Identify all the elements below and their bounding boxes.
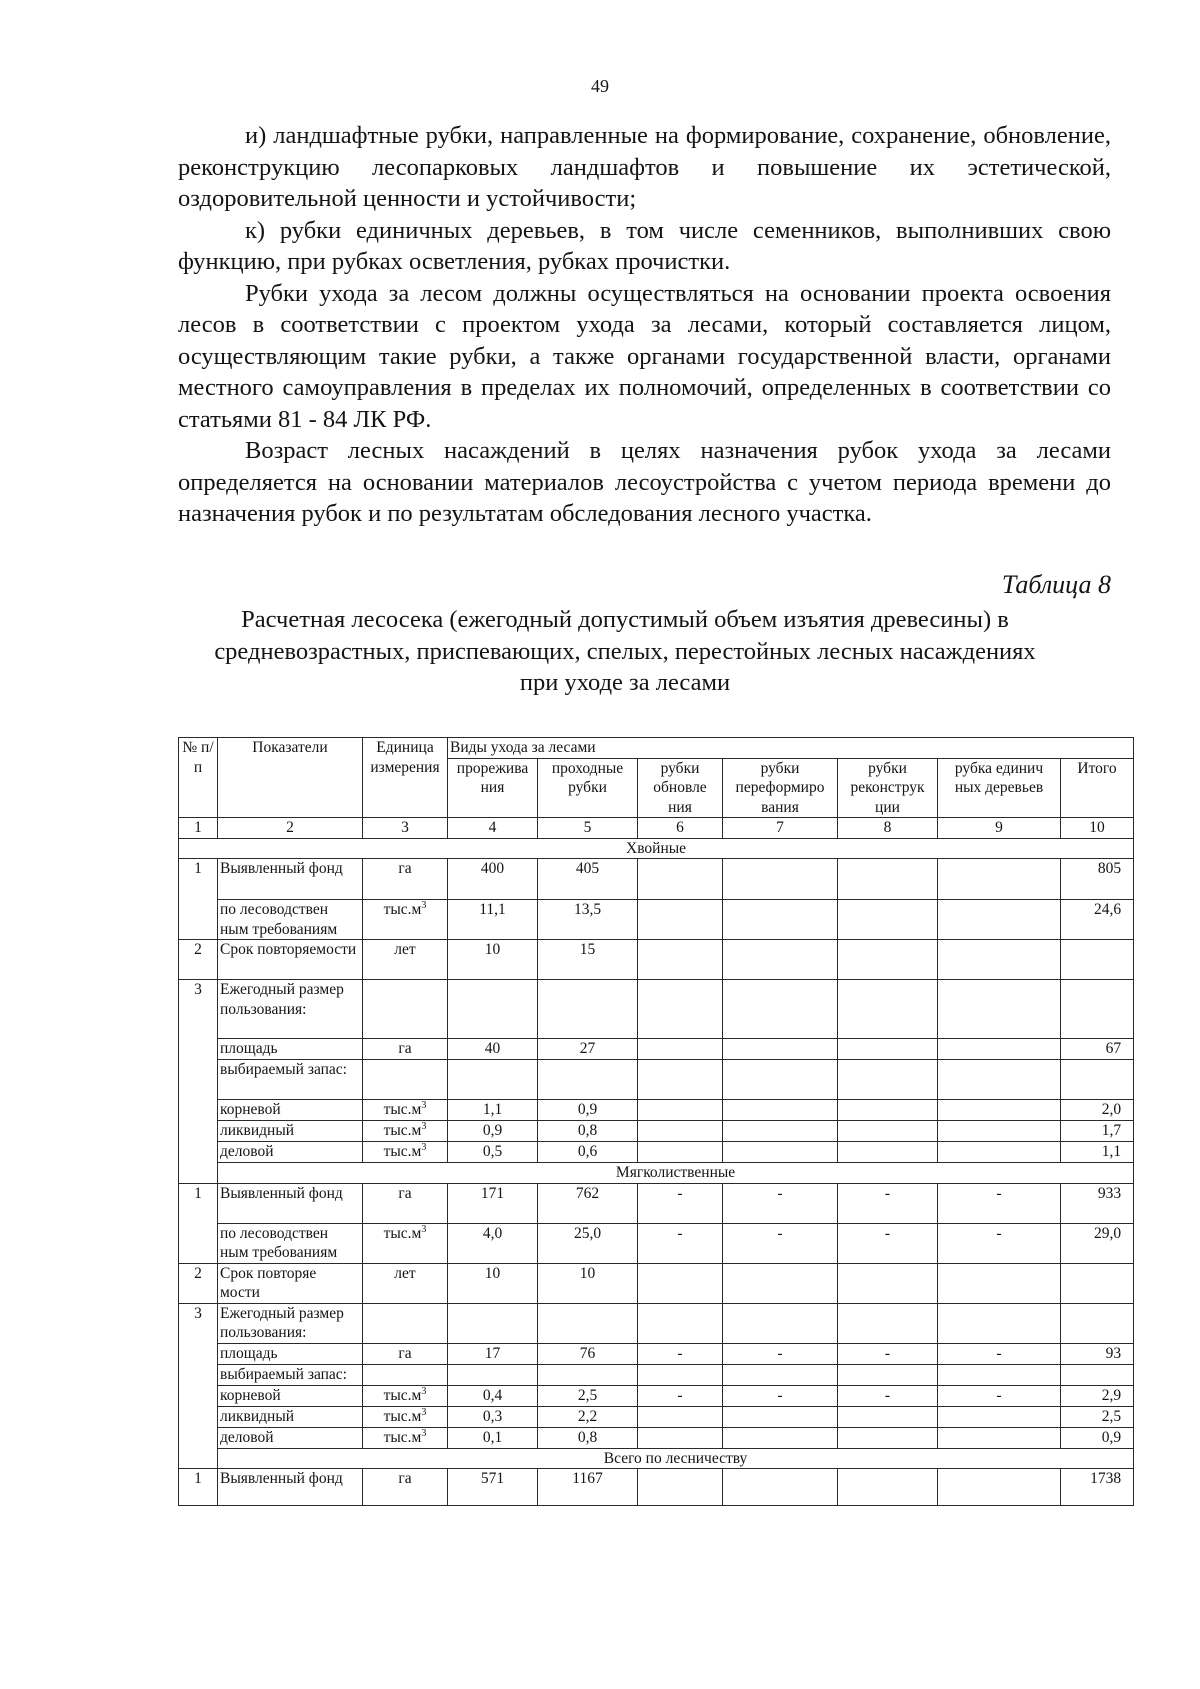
unit-text: тыс.м bbox=[383, 1224, 422, 1242]
row-number: 1 bbox=[179, 1469, 218, 1506]
total-cell: 805 bbox=[1061, 859, 1134, 900]
row-label: выбираемый запас: bbox=[218, 1364, 363, 1385]
row-number: 1 bbox=[179, 1183, 218, 1263]
unit-exponent: 3 bbox=[421, 899, 427, 911]
section-title: Хвойные bbox=[179, 838, 1134, 859]
value-cell: 76 bbox=[538, 1343, 638, 1364]
value-cell bbox=[538, 980, 638, 1039]
value-cell: 405 bbox=[538, 859, 638, 900]
unit-cell bbox=[363, 1406, 448, 1427]
value-cell bbox=[938, 980, 1061, 1039]
table-title: Расчетная лесосека (ежегодный допустимый объем изъятия древесины) в средневозрастных, приспевающих, спелых, перестойных лесных насаждениях при уходе за лесами bbox=[214, 606, 1036, 696]
total-cell bbox=[1061, 1303, 1134, 1343]
value-cell bbox=[638, 980, 723, 1039]
value-cell: 0,5 bbox=[448, 1142, 538, 1163]
total-cell: 29,0 bbox=[1061, 1223, 1134, 1263]
value-cell: - bbox=[638, 1385, 723, 1406]
unit-cell bbox=[363, 1121, 448, 1142]
value-cell bbox=[723, 1039, 838, 1060]
table-row bbox=[179, 1469, 1134, 1506]
column-numbers-row bbox=[179, 818, 1134, 839]
value-cell: 2,2 bbox=[538, 1406, 638, 1427]
table-row bbox=[179, 980, 1134, 1039]
value-cell bbox=[938, 1427, 1061, 1448]
value-cell: 571 bbox=[448, 1469, 538, 1506]
table-row bbox=[179, 859, 1134, 900]
table-row bbox=[179, 940, 1134, 980]
total-cell: 1738 bbox=[1061, 1469, 1134, 1506]
unit-cell: га bbox=[363, 1469, 448, 1506]
unit-cell: лет bbox=[363, 1263, 448, 1303]
value-cell bbox=[838, 1406, 938, 1427]
total-cell: 1,7 bbox=[1061, 1121, 1134, 1142]
header-col-total: Итого bbox=[1061, 758, 1134, 818]
value-cell bbox=[638, 859, 723, 900]
unit-cell bbox=[363, 1385, 448, 1406]
value-cell bbox=[448, 1060, 538, 1100]
total-cell: 933 bbox=[1061, 1183, 1134, 1223]
section-row-conifer bbox=[179, 838, 1134, 859]
value-cell bbox=[838, 1427, 938, 1448]
total-cell bbox=[1061, 1364, 1134, 1385]
value-cell bbox=[838, 1303, 938, 1343]
row-label: ликвидный bbox=[218, 1121, 363, 1142]
value-cell: 17 bbox=[448, 1343, 538, 1364]
unit-cell bbox=[363, 1427, 448, 1448]
value-cell bbox=[638, 1039, 723, 1060]
table-row bbox=[179, 900, 1134, 940]
value-cell bbox=[638, 1100, 723, 1121]
unit-cell: лет bbox=[363, 940, 448, 980]
section-title: Мягколиственные bbox=[218, 1163, 1134, 1184]
table-body bbox=[179, 738, 1134, 1506]
value-cell bbox=[638, 1469, 723, 1506]
column-number: 5 bbox=[538, 818, 638, 839]
value-cell bbox=[538, 1060, 638, 1100]
value-cell bbox=[838, 980, 938, 1039]
value-cell: 4,0 bbox=[448, 1223, 538, 1263]
value-cell bbox=[938, 1100, 1061, 1121]
value-cell bbox=[448, 980, 538, 1039]
row-label: по лесоводствен ным требованиям bbox=[218, 1223, 363, 1263]
value-cell bbox=[838, 1142, 938, 1163]
value-cell: 0,1 bbox=[448, 1427, 538, 1448]
unit-text: тыс.м bbox=[383, 1122, 422, 1139]
value-cell bbox=[938, 1406, 1061, 1427]
column-number: 10 bbox=[1061, 818, 1134, 839]
unit-cell: га bbox=[363, 859, 448, 900]
total-cell: 1,1 bbox=[1061, 1142, 1134, 1163]
value-cell bbox=[938, 1263, 1061, 1303]
value-cell bbox=[723, 1364, 838, 1385]
value-cell bbox=[938, 1060, 1061, 1100]
header-col-thinning: прорежива ния bbox=[448, 758, 538, 818]
value-cell bbox=[938, 900, 1061, 940]
table-row bbox=[179, 1303, 1134, 1343]
value-cell bbox=[448, 1364, 538, 1385]
value-cell bbox=[723, 1469, 838, 1506]
value-cell bbox=[638, 1142, 723, 1163]
paragraph-landscape-cuttings: и) ландшафтные рубки, направленные на формирование, сохранение, обновление, реконструкцию лесопарковых ландшафтов и повышение их эстетической, оздоровительной ценности и устойчивости; bbox=[178, 122, 1111, 212]
unit-cell: га bbox=[363, 1183, 448, 1223]
row-number: 2 bbox=[179, 1263, 218, 1303]
value-cell: 2,5 bbox=[538, 1385, 638, 1406]
total-cell: 93 bbox=[1061, 1343, 1134, 1364]
value-cell bbox=[538, 1303, 638, 1343]
total-cell: 2,0 bbox=[1061, 1100, 1134, 1121]
value-cell: 0,3 bbox=[448, 1406, 538, 1427]
unit-exponent: 3 bbox=[421, 1223, 427, 1235]
value-cell bbox=[938, 1469, 1061, 1506]
value-cell: - bbox=[638, 1343, 723, 1364]
unit-text: тыс.м bbox=[383, 901, 422, 918]
total-cell: 24,6 bbox=[1061, 900, 1134, 940]
value-cell bbox=[938, 1142, 1061, 1163]
row-label: Выявленный фонд bbox=[218, 859, 363, 900]
value-cell bbox=[938, 859, 1061, 900]
body-text bbox=[178, 120, 1111, 530]
value-cell bbox=[838, 859, 938, 900]
table-row bbox=[179, 1343, 1134, 1364]
value-cell: 0,9 bbox=[538, 1100, 638, 1121]
value-cell: 27 bbox=[538, 1039, 638, 1060]
column-number: 7 bbox=[723, 818, 838, 839]
row-label: Ежегодный размер пользования: bbox=[218, 1303, 363, 1343]
value-cell: 0,9 bbox=[448, 1121, 538, 1142]
row-number: 3 bbox=[179, 1303, 218, 1469]
table-row bbox=[179, 1263, 1134, 1303]
unit-cell: га bbox=[363, 1039, 448, 1060]
column-number: 2 bbox=[218, 818, 363, 839]
total-cell: 67 bbox=[1061, 1039, 1134, 1060]
row-label: ликвидный bbox=[218, 1406, 363, 1427]
value-cell bbox=[723, 1303, 838, 1343]
section-row-all bbox=[179, 1448, 1134, 1469]
row-label: по лесоводствен ным требованиям bbox=[218, 900, 363, 940]
column-number: 8 bbox=[838, 818, 938, 839]
value-cell bbox=[838, 1469, 938, 1506]
table-row bbox=[179, 1121, 1134, 1142]
column-number: 1 bbox=[179, 818, 218, 839]
value-cell: 10 bbox=[448, 940, 538, 980]
value-cell: - bbox=[838, 1385, 938, 1406]
table-row bbox=[179, 1223, 1134, 1263]
value-cell bbox=[838, 900, 938, 940]
unit-cell bbox=[363, 1223, 448, 1263]
paragraph-single-tree-cuttings: к) рубки единичных деревьев, в том числе семенников, выполнивших свою функцию, при рубках осветления, рубках прочистки. bbox=[178, 216, 1111, 275]
value-cell bbox=[838, 1364, 938, 1385]
total-cell: 2,9 bbox=[1061, 1385, 1134, 1406]
value-cell: 762 bbox=[538, 1183, 638, 1223]
row-label: корневой bbox=[218, 1100, 363, 1121]
row-label: деловой bbox=[218, 1427, 363, 1448]
value-cell: 171 bbox=[448, 1183, 538, 1223]
row-label: площадь bbox=[218, 1343, 363, 1364]
header-row bbox=[179, 738, 1134, 759]
paragraph-care-project: Рубки ухода за лесом должны осуществляться на основании проекта освоения лесов в соответствии с проектом ухода за лесами, который составляется лицом, осуществляющим такие рубки, а также органами государственной власти, органами местного самоуправления в пределах их полномочий, определенных в соответствии со статьями 81 - 84 ЛК РФ. bbox=[178, 279, 1111, 433]
value-cell bbox=[723, 940, 838, 980]
header-col-reformation: рубки переформиро вания bbox=[723, 758, 838, 818]
unit-cell bbox=[363, 980, 448, 1039]
value-cell: - bbox=[938, 1385, 1061, 1406]
total-cell: 0,9 bbox=[1061, 1427, 1134, 1448]
value-cell bbox=[448, 1303, 538, 1343]
value-cell: - bbox=[723, 1223, 838, 1263]
total-cell: 2,5 bbox=[1061, 1406, 1134, 1427]
value-cell: - bbox=[838, 1343, 938, 1364]
value-cell: 10 bbox=[448, 1263, 538, 1303]
value-cell bbox=[638, 900, 723, 940]
value-cell: - bbox=[638, 1183, 723, 1223]
total-cell bbox=[1061, 980, 1134, 1039]
unit-cell bbox=[363, 1364, 448, 1385]
value-cell bbox=[638, 940, 723, 980]
value-cell bbox=[938, 1039, 1061, 1060]
unit-cell bbox=[363, 900, 448, 940]
row-label: Срок повторяемости bbox=[218, 940, 363, 980]
value-cell: 13,5 bbox=[538, 900, 638, 940]
value-cell: - bbox=[938, 1223, 1061, 1263]
value-cell bbox=[838, 1039, 938, 1060]
table-row bbox=[179, 1100, 1134, 1121]
column-number: 3 bbox=[363, 818, 448, 839]
total-cell bbox=[1061, 1263, 1134, 1303]
value-cell bbox=[723, 1406, 838, 1427]
value-cell: 0,4 bbox=[448, 1385, 538, 1406]
value-cell: 40 bbox=[448, 1039, 538, 1060]
table-row bbox=[179, 1406, 1134, 1427]
value-cell bbox=[938, 1303, 1061, 1343]
value-cell: 0,6 bbox=[538, 1142, 638, 1163]
value-cell bbox=[638, 1364, 723, 1385]
column-number: 9 bbox=[938, 818, 1061, 839]
page-number: 49 bbox=[591, 76, 609, 96]
value-cell: 400 bbox=[448, 859, 538, 900]
unit-text: тыс.м bbox=[383, 1428, 422, 1446]
table-row bbox=[179, 1427, 1134, 1448]
row-label: выбираемый запас: bbox=[218, 1060, 363, 1100]
value-cell: 25,0 bbox=[538, 1223, 638, 1263]
value-cell bbox=[638, 1406, 723, 1427]
value-cell bbox=[638, 1121, 723, 1142]
value-cell bbox=[638, 1060, 723, 1100]
table-row bbox=[179, 1364, 1134, 1385]
value-cell: 11,1 bbox=[448, 900, 538, 940]
value-cell bbox=[723, 1060, 838, 1100]
unit-exponent: 3 bbox=[421, 1406, 427, 1418]
table-row bbox=[179, 1385, 1134, 1406]
header-num: № п/п bbox=[179, 738, 218, 818]
value-cell bbox=[938, 1121, 1061, 1142]
section-row-soft bbox=[179, 1163, 1134, 1184]
value-cell: - bbox=[723, 1183, 838, 1223]
value-cell: - bbox=[838, 1183, 938, 1223]
header-unit: Единица измерения bbox=[363, 738, 448, 818]
value-cell: 0,8 bbox=[538, 1427, 638, 1448]
header-col-passing: проходные рубки bbox=[538, 758, 638, 818]
value-cell bbox=[723, 900, 838, 940]
unit-exponent: 3 bbox=[421, 1099, 427, 1111]
unit-text: тыс.м bbox=[383, 1101, 422, 1118]
allowable-cut-table bbox=[178, 737, 1134, 1506]
section-title: Всего по лесничеству bbox=[218, 1448, 1134, 1469]
header-indicator: Показатели bbox=[218, 738, 363, 818]
value-cell bbox=[838, 1060, 938, 1100]
value-cell bbox=[723, 1121, 838, 1142]
value-cell: 10 bbox=[538, 1263, 638, 1303]
value-cell bbox=[723, 859, 838, 900]
value-cell bbox=[723, 1100, 838, 1121]
column-number: 4 bbox=[448, 818, 538, 839]
row-label: деловой bbox=[218, 1142, 363, 1163]
row-label: Выявленный фонд bbox=[218, 1183, 363, 1223]
value-cell bbox=[938, 940, 1061, 980]
row-number: 1 bbox=[179, 859, 218, 940]
column-number: 6 bbox=[638, 818, 723, 839]
row-number: 2 bbox=[179, 940, 218, 980]
total-cell bbox=[1061, 1060, 1134, 1100]
row-label: площадь bbox=[218, 1039, 363, 1060]
unit-exponent: 3 bbox=[421, 1120, 427, 1132]
value-cell bbox=[723, 980, 838, 1039]
unit-cell bbox=[363, 1303, 448, 1343]
value-cell bbox=[638, 1303, 723, 1343]
value-cell: - bbox=[838, 1223, 938, 1263]
unit-exponent: 3 bbox=[421, 1141, 427, 1153]
value-cell bbox=[723, 1263, 838, 1303]
value-cell bbox=[938, 1364, 1061, 1385]
unit-cell bbox=[363, 1142, 448, 1163]
unit-text: тыс.м bbox=[383, 1143, 422, 1160]
value-cell bbox=[723, 1427, 838, 1448]
value-cell: 0,8 bbox=[538, 1121, 638, 1142]
value-cell bbox=[723, 1142, 838, 1163]
unit-cell bbox=[363, 1060, 448, 1100]
header-col-reconstruction: рубки реконструк ции bbox=[838, 758, 938, 818]
unit-cell: га bbox=[363, 1343, 448, 1364]
table-row bbox=[179, 1183, 1134, 1223]
value-cell bbox=[838, 1263, 938, 1303]
value-cell: - bbox=[938, 1183, 1061, 1223]
table-row bbox=[179, 1060, 1134, 1100]
value-cell: - bbox=[723, 1343, 838, 1364]
unit-text: тыс.м bbox=[383, 1386, 422, 1404]
unit-exponent: 3 bbox=[421, 1427, 427, 1439]
paragraph-stand-age: Возраст лесных насаждений в целях назначения рубок ухода за лесами определяется на основании материалов лесоустройства с учетом периода времени до назначения рубок и по результатам обследования лесного участка. bbox=[178, 437, 1111, 527]
unit-exponent: 3 bbox=[421, 1385, 427, 1397]
table-label: Таблица 8 bbox=[1001, 570, 1111, 599]
value-cell: - bbox=[638, 1223, 723, 1263]
value-cell: - bbox=[723, 1385, 838, 1406]
value-cell: 15 bbox=[538, 940, 638, 980]
value-cell: 1,1 bbox=[448, 1100, 538, 1121]
unit-cell bbox=[363, 1100, 448, 1121]
value-cell bbox=[638, 1263, 723, 1303]
value-cell bbox=[538, 1364, 638, 1385]
header-care-types: Виды ухода за лесами bbox=[448, 738, 1134, 759]
value-cell bbox=[838, 1100, 938, 1121]
unit-text: тыс.м bbox=[383, 1407, 422, 1425]
value-cell bbox=[838, 1121, 938, 1142]
table-row bbox=[179, 1142, 1134, 1163]
row-number: 3 bbox=[179, 980, 218, 1184]
table-row bbox=[179, 1039, 1134, 1060]
header-col-single-trees: рубка единич ных деревьев bbox=[938, 758, 1061, 818]
header-col-renewal: рубки обновле ния bbox=[638, 758, 723, 818]
row-label: Срок повторяе мости bbox=[218, 1263, 363, 1303]
total-cell bbox=[1061, 940, 1134, 980]
row-label: Выявленный фонд bbox=[218, 1469, 363, 1506]
value-cell: - bbox=[938, 1343, 1061, 1364]
value-cell: 1167 bbox=[538, 1469, 638, 1506]
value-cell bbox=[838, 940, 938, 980]
row-label: Ежегодный размер пользования: bbox=[218, 980, 363, 1039]
value-cell bbox=[638, 1427, 723, 1448]
row-label: корневой bbox=[218, 1385, 363, 1406]
